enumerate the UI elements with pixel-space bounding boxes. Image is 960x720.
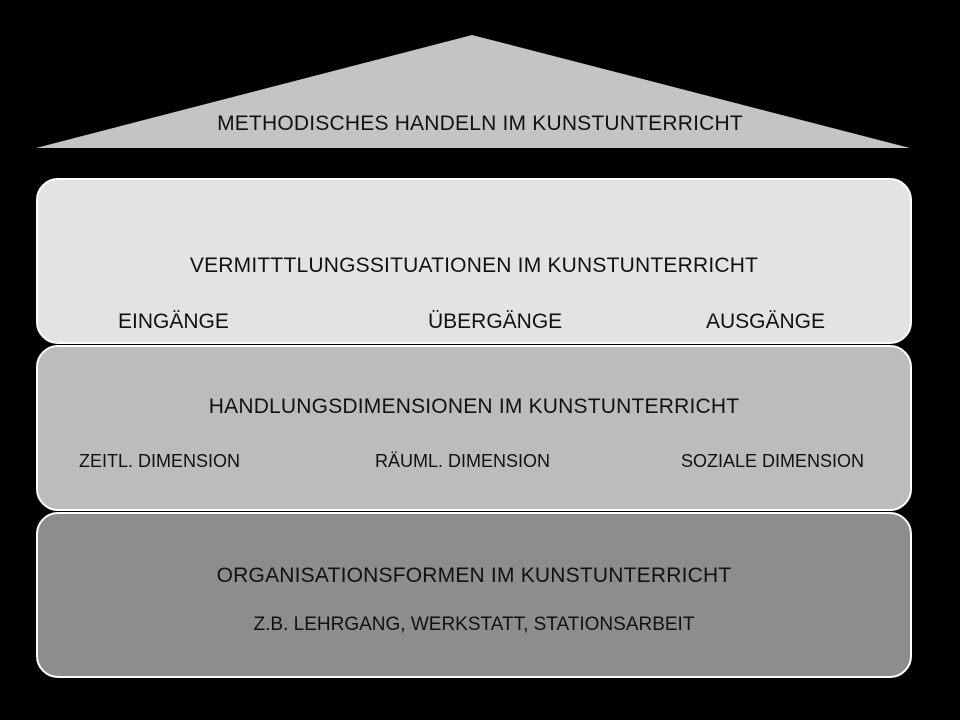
layer-vermittlungssituationen bbox=[36, 178, 912, 344]
layer-organisationsformen bbox=[36, 512, 912, 678]
item-zeitl-dimension: ZEITL. DIMENSION bbox=[79, 451, 241, 471]
layer-title-organisationsformen: ORGANISATIONSFORMEN IM KUNSTUNTERRICHT bbox=[216, 564, 732, 587]
roof-title: METHODISCHES HANDELN IM KUNSTUNTERRICHT bbox=[217, 112, 743, 135]
item-eingaenge: EINGÄNGE bbox=[118, 310, 229, 333]
item-soziale-dimension: SOZIALE DIMENSION bbox=[681, 451, 865, 471]
item-raeuml-dimension: RÄUML. DIMENSION bbox=[375, 451, 551, 471]
layer-title-vermittlungssituationen: VERMITTTLUNGSSITUATIONEN IM KUNSTUNTERRICHT bbox=[189, 254, 759, 277]
organisationsformen-examples: Z.B. LEHRGANG, WERKSTATT, STATIONSARBEIT bbox=[253, 614, 695, 635]
item-uebergaenge: ÜBERGÄNGE bbox=[428, 310, 563, 333]
item-ausgaenge: AUSGÄNGE bbox=[706, 310, 826, 333]
roof-shape bbox=[0, 0, 960, 160]
layer-title-handlungsdimensionen: HANDLUNGSDIMENSIONEN IM KUNSTUNTERRICHT bbox=[208, 395, 740, 418]
layer-handlungsdimensionen bbox=[36, 345, 912, 511]
